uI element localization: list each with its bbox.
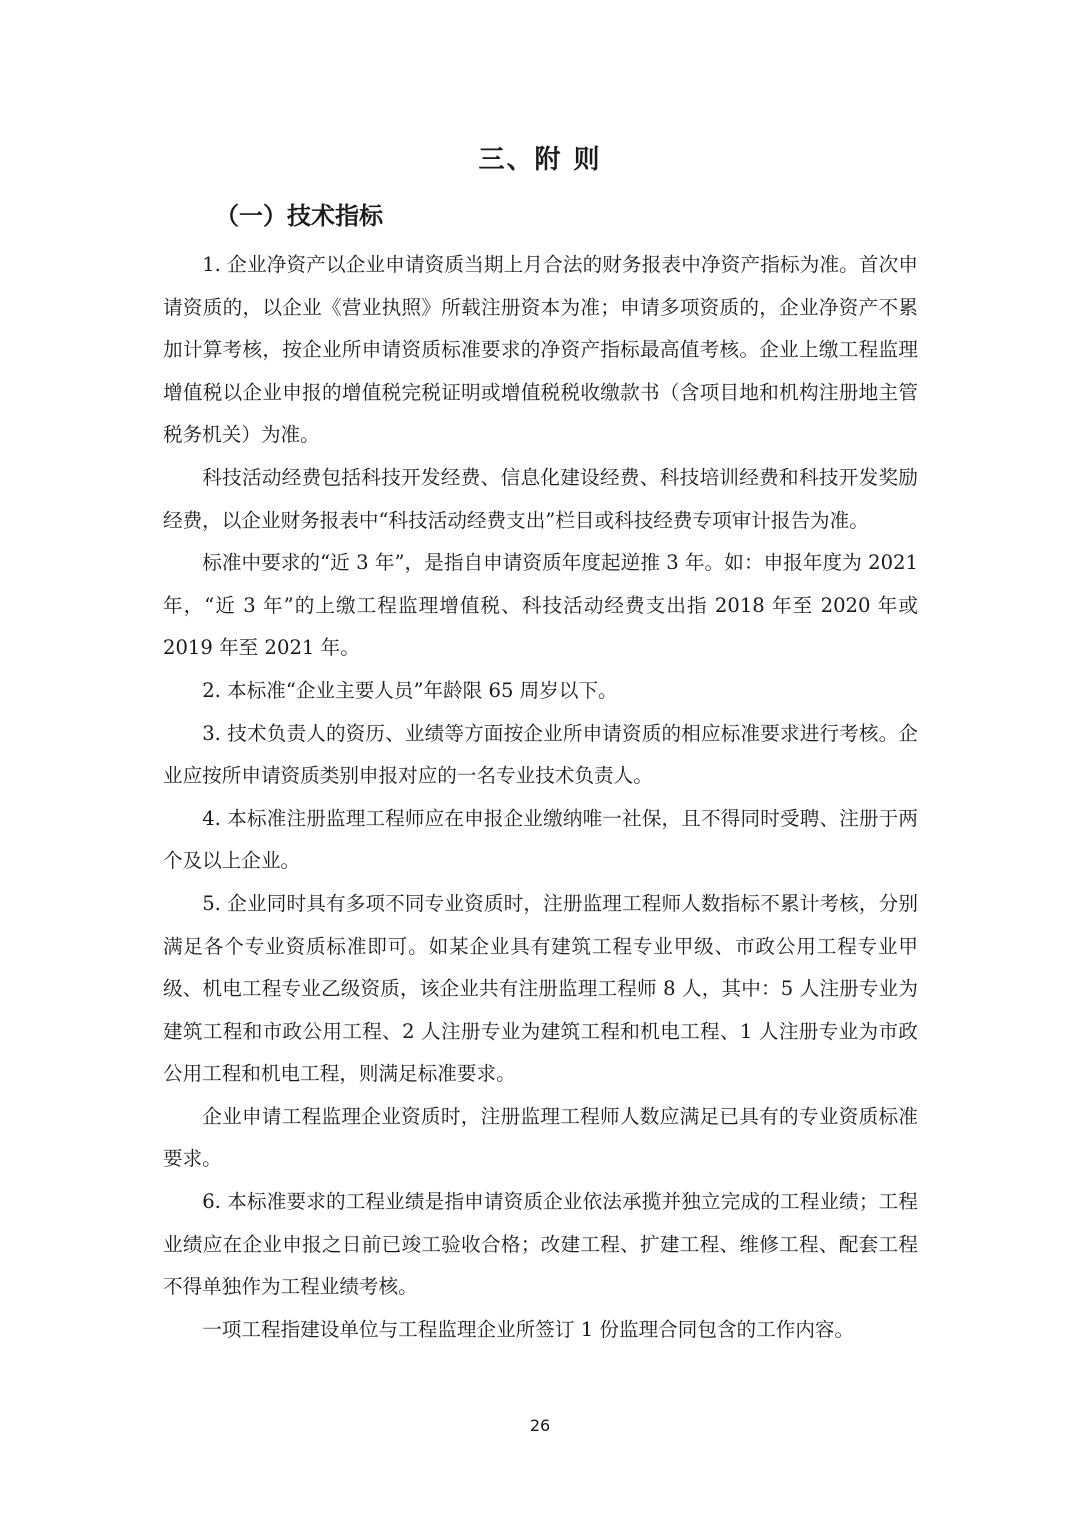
paragraph-6: 4. 本标准注册监理工程师应在申报企业缴纳唯一社保，且不得同时受聘、注册于两个及以上企业。 bbox=[163, 806, 918, 873]
paragraph-1: 1. 企业净资产以企业申请资质当期上月合法的财务报表中净资产指标为准。首次申请资质的，以企业《营业执照》所载注册资本为准；申请多项资质的，企业净资产不累加计算考核，按企业所申请资质标准要求的净资产指标最高值考核。企业上缴工程监理增值税以企业申报的增值税完税证明或增值税税收缴款书（含项目地和机构注册地主管税务机关）为准。 bbox=[163, 253, 918, 447]
page-number: 26 bbox=[529, 1416, 551, 1435]
sub-title: （一）技术指标 bbox=[215, 202, 383, 230]
paragraph-4: 2. 本标准“企业主要人员”年龄限 65 周岁以下。 bbox=[202, 678, 618, 702]
section-title: 三、附 则 bbox=[478, 145, 602, 175]
paragraph-7: 5. 企业同时具有多项不同专业资质时，注册监理工程师人数指标不累计考核，分别满足各个专业资质标准即可。如某企业具有建筑工程专业甲级、市政公用工程专业甲级、机电工程专业乙级资质，该企业共有注册监理工程师 8 人，其中：5 人注册专业为建筑工程和市政公用工程、2 人注册专业为建筑工程和机电工程、1 人注册专业为市政公用工程和机电工程，则满足标准要求。 bbox=[163, 891, 918, 1086]
paragraph-5: 3. 技术负责人的资历、业绩等方面按企业所申请资质的相应标准要求进行考核。企业应按所申请资质类别申报对应的一名专业技术负责人。 bbox=[163, 721, 918, 788]
body-text bbox=[163, 244, 918, 1351]
paragraph-2: 科技活动经费包括科技开发经费、信息化建设经费、科技培训经费和科技开发奖励经费，以企业财务报表中“科技活动经费支出”栏目或科技经费专项审计报告为准。 bbox=[163, 465, 918, 532]
paragraph-8: 企业申请工程监理企业资质时，注册监理工程师人数应满足已具有的专业资质标准要求。 bbox=[163, 1104, 918, 1171]
paragraph-9: 6. 本标准要求的工程业绩是指申请资质企业依法承揽并独立完成的工程业绩；工程业绩应在企业申报之日前已竣工验收合格；改建工程、扩建工程、维修工程、配套工程不得单独作为工程业绩考核。 bbox=[163, 1190, 918, 1299]
paragraph-3: 标准中要求的“近 3 年”，是指自申请资质年度起逆推 3 年。如：申报年度为 2021 年，“近 3 年”的上缴工程监理增值税、科技活动经费支出指 2018 年至 2020 年或 2019 年至 2021 年。 bbox=[163, 551, 918, 660]
paragraph-10: 一项工程指建设单位与工程监理企业所签订 1 份监理合同包含的工作内容。 bbox=[202, 1317, 855, 1341]
